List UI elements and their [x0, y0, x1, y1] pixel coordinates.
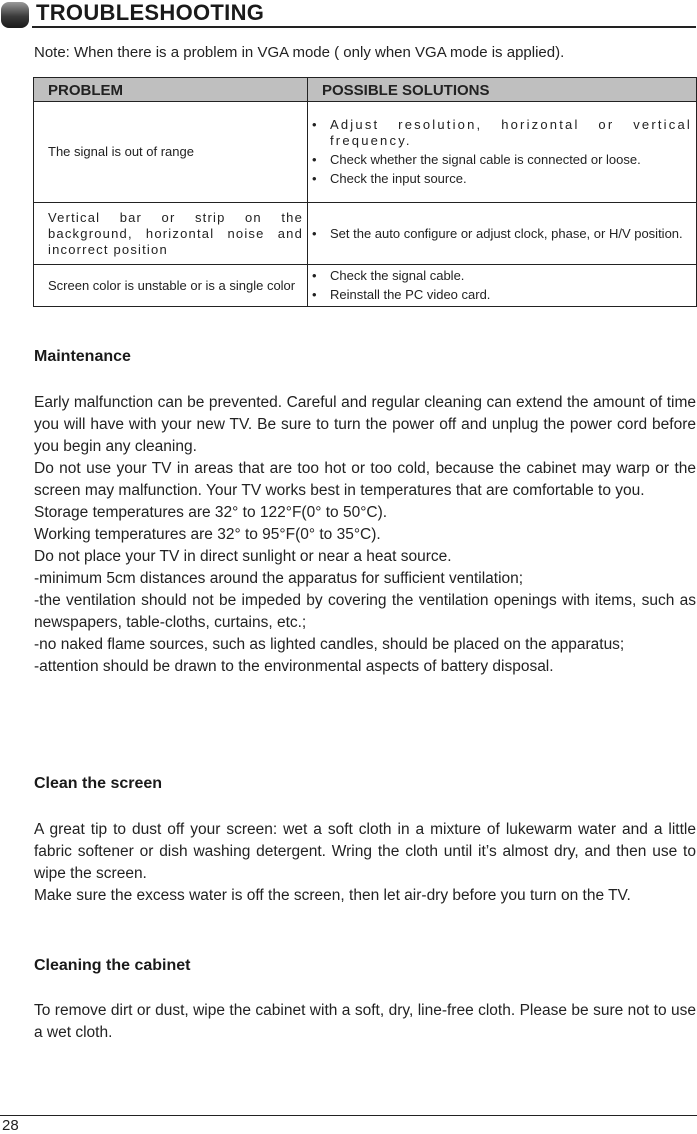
clean-screen-heading: Clean the screen [34, 775, 163, 792]
paragraph: Do not place your TV in direct sunlight or near a heat source. [34, 548, 452, 565]
section-badge-icon [1, 2, 29, 28]
solutions-cell [308, 265, 697, 307]
solution-item: • Adjust resolution, horizontal or vertical frequency. [312, 117, 692, 148]
paragraph: A great tip to dust off your screen: wet a soft cloth in a mixture of lukewarm water and a little fabric softener or dish washing detergent. Wring the cloth until it’s almost dry, and then use to wipe the screen. [34, 821, 696, 882]
maintenance-heading: Maintenance [34, 348, 131, 365]
table-row [34, 203, 697, 265]
maintenance-text [34, 392, 696, 678]
clean-screen-text [34, 819, 696, 907]
paragraph: -the ventilation should not be impeded by covering the ventilation openings with items, such as newspapers, table-cloths, curtains, etc.; [34, 592, 696, 631]
table-header-row [34, 78, 697, 102]
table-row [34, 265, 697, 307]
paragraph: -minimum 5cm distances around the apparatus for sufficient ventilation; [34, 570, 524, 587]
solution-item: • Reinstall the PC video card. [312, 287, 491, 302]
solution-item: • Check the input source. [312, 171, 467, 186]
footer-rule [0, 1115, 697, 1116]
header-rule [32, 26, 696, 28]
paragraph: To remove dirt or dust, wipe the cabinet with a soft, dry, line-free cloth. Please be sure not to use a wet cloth. [34, 1002, 696, 1041]
column-header-solutions: POSSIBLE SOLUTIONS [308, 78, 697, 102]
paragraph: Early malfunction can be prevented. Careful and regular cleaning can extend the amount of time you will have with your new TV. Be sure to turn the power off and unplug the power cord before you begin any cleaning. [34, 394, 696, 455]
column-header-problem: PROBLEM [34, 78, 308, 102]
paragraph: Make sure the excess water is off the screen, then let air-dry before you turn on the TV. [34, 887, 631, 904]
problem-cell: Screen color is unstable or is a single color [34, 265, 308, 307]
page-title: TROUBLESHOOTING [36, 0, 265, 25]
clean-cabinet-text [34, 1000, 696, 1044]
vga-note: Note: When there is a problem in VGA mode ( only when VGA mode is applied). [34, 44, 565, 61]
solutions-cell [308, 102, 697, 203]
problem-cell: The signal is out of range [34, 102, 308, 203]
problem-cell: Vertical bar or strip on the background, horizontal noise and incorrect position [34, 203, 308, 265]
page-header [0, 0, 697, 30]
solution-item: • Check the signal cable. [312, 268, 465, 283]
page-number: 28 [2, 1117, 19, 1134]
table-row [34, 102, 697, 203]
paragraph: Storage temperatures are 32° to 122°F(0° to 50°C). [34, 504, 388, 521]
paragraph: Working temperatures are 32° to 95°F(0° to 35°C). [34, 526, 381, 543]
solution-item: • Check whether the signal cable is connected or loose. [312, 152, 641, 167]
solution-item: • Set the auto configure or adjust clock, phase, or H/V position. [312, 225, 683, 241]
clean-cabinet-heading: Cleaning the cabinet [34, 957, 191, 974]
paragraph: Do not use your TV in areas that are too hot or too cold, because the cabinet may warp or the screen may malfunction. Your TV works best in temperatures that are comfortable to you. [34, 460, 696, 499]
paragraph: -attention should be drawn to the environmental aspects of battery disposal. [34, 658, 554, 675]
paragraph: -no naked flame sources, such as lighted candles, should be placed on the apparatus; [34, 636, 625, 653]
troubleshooting-table [33, 77, 697, 307]
solutions-cell [308, 203, 697, 265]
